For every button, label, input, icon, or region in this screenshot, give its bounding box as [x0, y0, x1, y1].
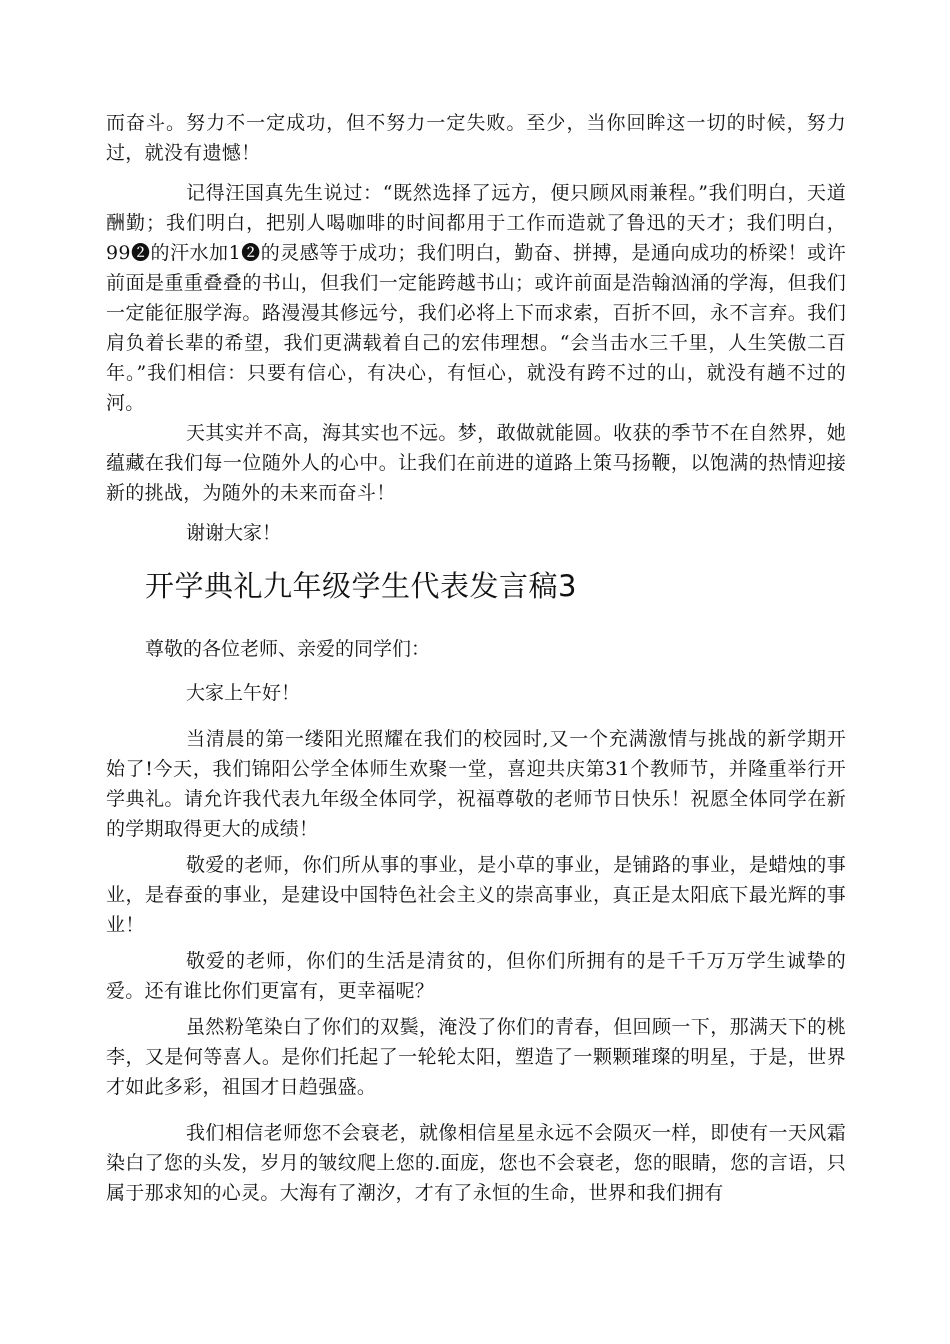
paragraph-wang-guozhen-quote: 记得汪国真先生说过：“既然选择了远方，便只顾风雨兼程。”我们明白，天道酬勤；我们明白，把别人喝咖啡的时间都用于工作而造就了鲁迅的天才；我们明白，99❷的汗水加1❷的灵感等于成功；我们明白，勤奋、拼搏，是通向成功的桥梁！或许前面是重重叠叠的书山，但我们一定能跨越书山；或许前面是浩翰汹涌的学海，但我们一定能征服学海。路漫漫其修远兮，我们必将上下而求索，百折不回，永不言弃。我们肩负着长辈的希望，我们更满载着自己的宏伟理想。“会当击水三千里，人生笑傲二百年。”我们相信：只要有信心，有决心，有恒心，就没有跨不过的山，就没有趟不过的河。: [106, 182, 846, 414]
salutation: 尊敬的各位老师、亲爱的同学们：: [145, 638, 431, 660]
greeting: 大家上午好！: [186, 682, 301, 704]
paragraph-chalk: 虽然粉笔染白了你们的双鬓，淹没了你们的青春，但回顾一下，那满天下的桃李，又是何等喜人。是你们托起了一轮轮太阳，塑造了一颗颗璀璨的明星，于是，世界才如此多彩，祖国才日趋强盛。: [106, 1016, 846, 1098]
paragraph-teacher-career: 敬爱的老师，你们所从事的事业，是小草的事业，是铺路的事业，是蜡烛的事业，是春蚕的事业，是建设中国特色社会主义的崇高事业，真正是太阳底下最光辉的事业！: [106, 854, 846, 936]
thanks-line: 谢谢大家！: [186, 522, 282, 544]
paragraph-never-old: 我们相信老师您不会衰老，就像相信星星永远不会陨灭一样，即使有一天风霜染白了您的头发，岁月的皱纹爬上您的.面庞，您也不会衰老，您的眼睛，您的言语，只属于那求知的心灵。大海有了潮汐，才有了永恒的生命，世界和我们拥有: [106, 1122, 846, 1204]
section-title: 开学典礼九年级学生代表发言稿3: [145, 569, 577, 603]
paragraph-continuation: 而奋斗。努力不一定成功，但不努力一定失败。至少，当你回眸这一切的时候，努力过，就没有遗憾！: [106, 112, 846, 164]
paragraph-new-semester: 当清晨的第一缕阳光照耀在我们的校园时,又一个充满激情与挑战的新学期开始了!今天，我们锦阳公学全体师生欢聚一堂，喜迎共庆第31个教师节，并隆重举行开学典礼。请允许我代表九年级全体同学，祝福尊敬的老师节日快乐！祝愿全体同学在新的学期取得更大的成绩！: [106, 728, 846, 840]
paragraph-teacher-life: 敬爱的老师，你们的生活是清贫的，但你们所拥有的是千千万万学生诚挚的爱。还有谁比你们更富有，更幸福呢？: [106, 950, 846, 1002]
paragraph-sky-and-sea: 天其实并不高，海其实也不远。梦，敢做就能圆。收获的季节不在自然界，她蕴藏在我们每一位随外人的心中。让我们在前进的道路上策马扬鞭，以饱满的热情迎接新的挑战，为随外的未来而奋斗！: [106, 422, 846, 504]
